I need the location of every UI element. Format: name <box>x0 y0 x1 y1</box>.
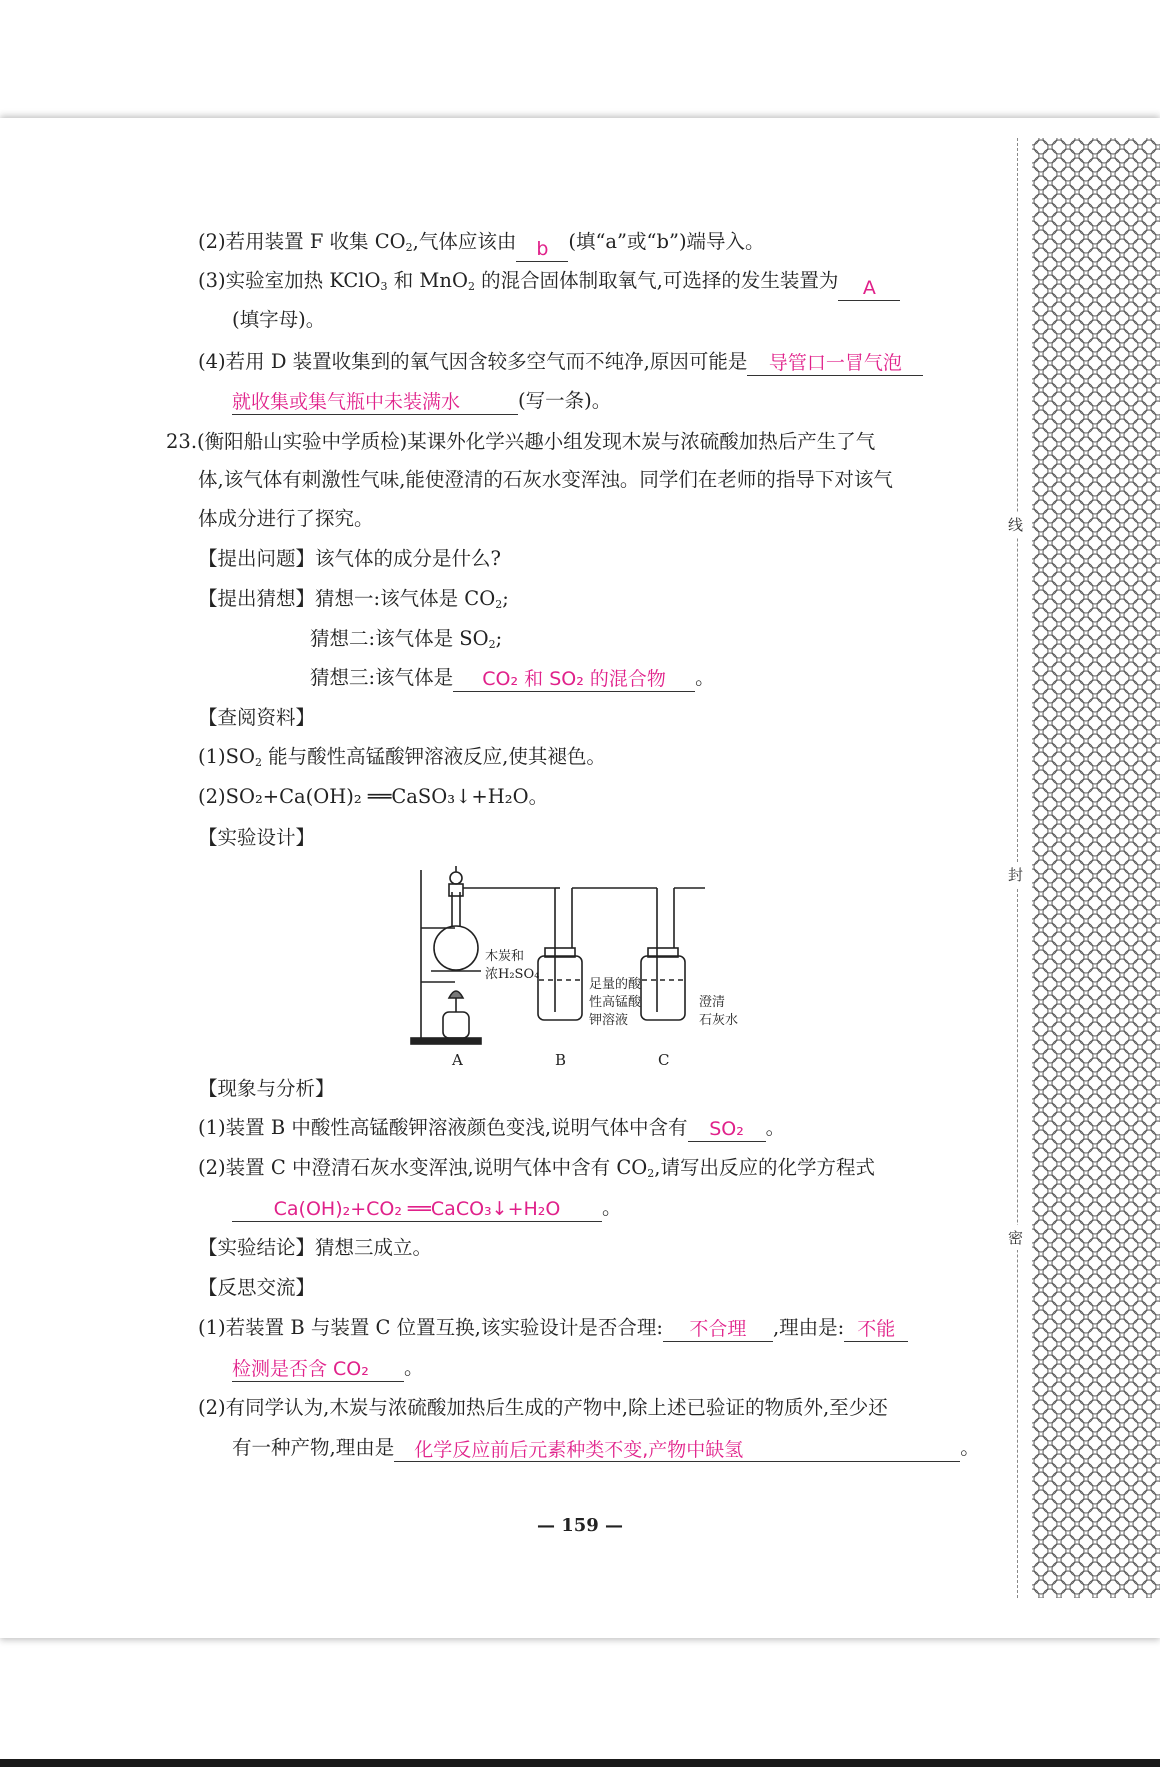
q22-part4-cont <box>232 387 611 415</box>
caixiang-2-text: 猜想二:该气体是 SO <box>310 627 489 650</box>
ziliao-1-text-b: 能与酸性高锰酸钾溶液反应,使其褪色。 <box>261 745 606 768</box>
q23-line-1: 23.(衡阳船山实验中学质检)某课外化学兴趣小组发现木炭与浓硫酸加热后产生了气 <box>166 430 876 453</box>
caixiang-2-semicolon: ; <box>495 627 503 650</box>
top-gap <box>0 0 1160 118</box>
xx-2-period: 。 <box>602 1196 622 1219</box>
fs-1-answer-1: 不合理 <box>663 1315 773 1342</box>
fs-1-answer-2a: 不能 <box>844 1315 908 1342</box>
page-number: — 159 — <box>536 1515 624 1536</box>
decorative-pattern-strip <box>1032 138 1160 1598</box>
q22-part3-text-a: (3)实验室加热 KClO <box>198 269 381 292</box>
label-c-line1: 澄清 <box>699 995 726 1010</box>
q22-part2-text-c: (填“a”或“b”)端导入。 <box>568 230 765 253</box>
fs-1-period: 。 <box>404 1356 424 1379</box>
ziliao-1-text-a: (1)SO <box>198 745 255 768</box>
q23-line-2: 体,该气体有刺激性气味,能使澄清的石灰水变浑浊。同学们在老师的指导下对该气 <box>198 468 893 491</box>
q23-xx-1 <box>198 1114 785 1142</box>
xx-2-answer: Ca(OH)₂+CO₂ ══CaCO₃↓+H₂O <box>232 1195 602 1222</box>
q23-caixiang-3 <box>310 664 715 692</box>
label-b-line2: 性高锰酸 <box>589 995 642 1010</box>
q23-chayue: 【查阅资料】 <box>198 706 316 729</box>
fs-2-period: 。 <box>960 1436 980 1459</box>
q22-part2-text-b: ,气体应该由 <box>412 230 517 253</box>
fs-2-text: 有一种产物,理由是 <box>232 1436 395 1459</box>
fs-1-text-b: ,理由是: <box>772 1316 845 1339</box>
q22-part4 <box>198 348 923 376</box>
q22-part2-answer: b <box>516 235 568 262</box>
q23-fs-2: (2)有同学认为,木炭与浓硫酸加热后生成的产物中,除上述已验证的物质外,至少还 <box>198 1396 888 1419</box>
q23-caixiang-2: 猜想二:该气体是 $SO_2$; <box>310 627 503 651</box>
xx-1-answer: SO₂ <box>688 1115 766 1142</box>
q23-xx-2-answer-line <box>232 1194 622 1222</box>
q23-xianxiang: 【现象与分析】 <box>198 1077 335 1100</box>
q22-part2: (2)若用装置 F 收集 $CO_2$,气体应该由 b (填“a”或“b”)端导入。 <box>198 230 765 260</box>
label-c-line2: 石灰水 <box>699 1013 739 1028</box>
q22-part3-text-c: 的混合固体制取氧气,可选择的发生装置为 <box>474 269 839 292</box>
label-a-line1: 木炭和 <box>485 949 525 964</box>
letter-c: C <box>658 1051 670 1069</box>
q23-ziliao-2: (2)SO₂+Ca(OH)₂ ══CaSO₃↓+H₂O。 <box>198 785 549 808</box>
fs-1-answer-2b: 检测是否含 CO₂ <box>232 1355 404 1382</box>
fs-2-answer: 化学反应前后元素种类不变,产物中缺氢 <box>394 1436 960 1462</box>
q23-tichu-wenti: 【提出问题】该气体的成分是什么? <box>198 547 501 570</box>
q22-part4-text-b: (写一条)。 <box>518 389 612 412</box>
q23-line-3: 体成分进行了探究。 <box>198 507 374 530</box>
caixiang-1-semicolon: ; <box>502 587 509 610</box>
margin-label-mi: 密 <box>1008 1225 1023 1250</box>
q23-fansi: 【反思交流】 <box>198 1276 316 1299</box>
margin-label-xian: 线 <box>1008 512 1023 537</box>
q23-caixiang-1: 【提出猜想】猜想一:该气体是 $CO_2$; <box>198 587 509 611</box>
label-b-line1: 足量的酸 <box>589 977 642 992</box>
xx-1-period: 。 <box>765 1116 786 1139</box>
q23-jielun: 【实验结论】猜想三成立。 <box>198 1236 433 1259</box>
q23-fs-1-cont <box>232 1354 424 1382</box>
caixiang-3-text: 猜想三:该气体是 <box>310 666 454 689</box>
q23-fs-1 <box>198 1314 908 1342</box>
bottom-bar <box>0 1759 1160 1767</box>
fs-1-text-a: (1)若装置 B 与装置 C 位置互换,该实验设计是否合理: <box>198 1316 663 1339</box>
margin-label-feng: 封 <box>1008 862 1023 887</box>
q22-part4-text-a: (4)若用 D 装置收集到的氧气因含较多空气而不纯净,原因可能是 <box>198 350 748 373</box>
q23-ziliao-1: $(1)SO_2$ 能与酸性高锰酸钾溶液反应,使其褪色。 <box>198 745 606 769</box>
letter-a: A <box>452 1051 463 1069</box>
q22-part3-cont: (填字母)。 <box>232 308 326 331</box>
apparatus-figure <box>405 862 790 1072</box>
q22-part4-answer-1: 导管口一冒气泡 <box>747 349 923 376</box>
xx-1-text: (1)装置 B 中酸性高锰酸钾溶液颜色变浅,说明气体中含有 <box>198 1116 688 1139</box>
label-b-line3: 钾溶液 <box>589 1013 629 1028</box>
caixiang-3-period: 。 <box>695 666 715 689</box>
xx-2-text-b: ,请写出反应的化学方程式 <box>654 1156 875 1179</box>
q23-xx-2: (2)装置 C 中澄清石灰水变浑浊,说明气体中含有 $CO_2$,请写出反应的化学方程式 <box>198 1156 875 1180</box>
label-a-line2: 浓H₂SO₄ <box>485 967 540 982</box>
q22-part3-answer: A <box>838 274 900 301</box>
letter-b: B <box>555 1051 567 1069</box>
q22-part3: (3)实验室加热 KClO$_3$ 和 MnO$_2$ 的混合固体制取氧气,可选择的发生装置为 A <box>198 267 900 301</box>
q22-part3-text-b: 和 MnO <box>387 269 468 292</box>
xx-2-text-a: (2)装置 C 中澄清石灰水变浑浊,说明气体中含有 CO <box>198 1156 648 1179</box>
q23-shiyan-sheji: 【实验设计】 <box>198 826 316 849</box>
q22-part2-text-a: (2)若用装置 F 收集 CO <box>198 230 406 253</box>
q22-part4-answer-2: 就收集或集气瓶中未装满水 <box>232 388 518 415</box>
q23-fs-2-cont <box>232 1434 980 1462</box>
caixiang-3-answer: CO₂ 和 SO₂ 的混合物 <box>453 665 695 692</box>
caixiang-1-text: 【提出猜想】猜想一:该气体是 CO <box>198 587 496 610</box>
